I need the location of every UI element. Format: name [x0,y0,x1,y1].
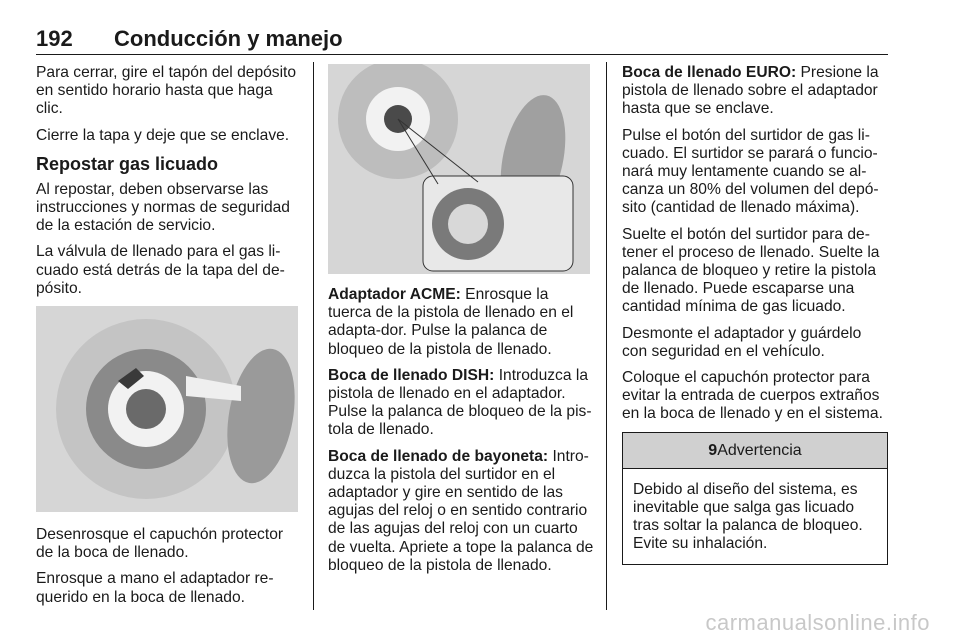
paragraph: Suelte el botón del surtidor para de-tener el proceso de llenado. Suelte la palanca de bloqueo y retire la pistola de llenado. Puede escaparse una cantidad mínima de gas licuado. [622,225,880,316]
column-divider-2 [606,62,607,610]
warning-box [622,432,888,565]
paragraph-text: Introduzca la pistola de llenado en el adaptador. Pulse la palanca de bloqueo de la pis-tola de llenado. [328,366,592,439]
watermark: carmanualsonline.info [705,610,930,635]
column-2 [328,64,594,583]
paragraph [328,286,594,359]
paragraph-label: Boca de llenado DISH: [328,366,495,384]
warning-text: Debido al diseño del sistema, es inevitable que salga gas licuado tras soltar la palanca de bloqueo. Evite su inhalación. [633,480,863,553]
chapter-title: Conducción y manejo [114,26,343,51]
filler-adapter-photo [328,64,590,274]
page-number: 192 [36,26,73,51]
paragraph-text: Presione la pistola de llenado sobre el adaptador hasta que se enclave. [622,64,879,118]
paragraph-label: Adaptador ACME: [328,286,461,303]
column-3 [622,64,888,565]
section-heading: Repostar gas licuado [36,153,219,174]
warning-header [623,433,887,469]
paragraph-text: Enrosque la tuerca de la pistola de llenado en el adapta-dor. Pulse la palanca de bloqueo de la pistola de llenado. [328,286,574,358]
paragraph: Cierre la tapa y deje que se enclave. [36,126,290,144]
paragraph [328,448,594,575]
paragraph-label: Boca de llenado EURO: [622,64,797,81]
paragraph-text: Intro-duzca la pistola del surtidor en el adaptador y gire en sentido de las agujas del reloj o en sentido contrario de las agujas del reloj con un cuarto de vuelta. Apriete a tope la palanca de bloqueo de la pistola de llenado. [328,447,594,574]
paragraph: Para cerrar, gire el tapón del depósito en sentido horario hasta que haga clic. [36,64,297,118]
paragraph: Coloque el capuchón protector para evitar la entrada de cuerpos extraños en la boca de llenado y en el sistema. [622,369,883,423]
page-header [36,24,888,54]
paragraph: Desenrosque el capuchón protector de la boca de llenado. [36,526,284,562]
paragraph: Al repostar, deben observarse las instrucciones y normas de seguridad de la estación de servicio. [36,180,290,235]
warning-icon: 9 [708,441,718,459]
column-1 [36,64,302,615]
column-divider-1 [313,62,314,610]
paragraph-label: Boca de llenado de bayoneta: [328,447,549,465]
paragraph: Enrosque a mano el adaptador re-querido en la boca de llenado. [36,570,274,606]
paragraph: La válvula de llenado para el gas li-cuado está detrás de la tapa del de-pósito. [36,243,285,297]
fuel-filler-photo [36,306,298,512]
warning-title: Advertencia [717,441,802,459]
paragraph [328,367,594,440]
paragraph [622,64,888,119]
paragraph: Desmonte el adaptador y guárdelo con seguridad en el vehículo. [622,324,862,360]
paragraph: Pulse el botón del surtidor de gas li-cuado. El surtidor se parará o funcio-nará muy lentamente cuando se al-canza un 80% del volumen del depó-sito (cantidad de llenado máxima). [622,126,879,217]
header-rule [36,54,888,55]
